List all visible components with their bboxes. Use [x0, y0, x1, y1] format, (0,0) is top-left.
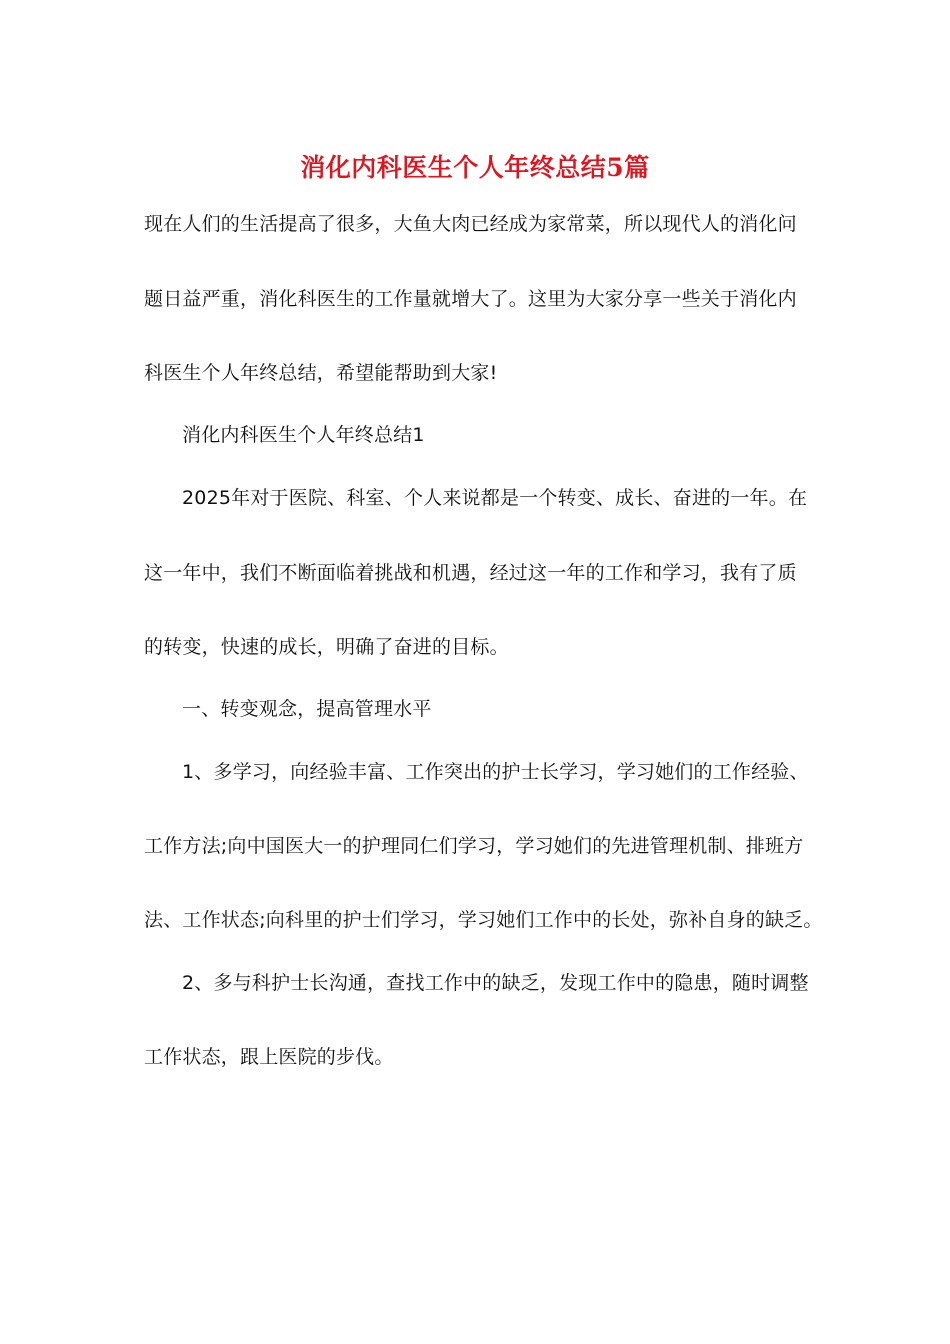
document-title: 消化内科医生个人年终总结5篇: [300, 153, 650, 182]
item1-line-3: 法、工作状态;向科里的护士们学习，学习她们工作中的长处，弥补自身的缺乏。: [144, 909, 823, 931]
item2-line-1: 2、多与科护士长沟通，查找工作中的缺乏，发现工作中的隐患，随时调整: [182, 972, 809, 994]
paragraph1-line-3: 的转变，快速的成长，明确了奋进的目标。: [144, 636, 509, 658]
item1-line-1: 1、多学习，向经验丰富、工作突出的护士长学习，学习她们的工作经验、: [182, 761, 809, 783]
paragraph1-line-1: 2025年对于医院、科室、个人来说都是一个转变、成长、奋进的一年。在: [182, 487, 808, 509]
intro-line-1: 现在人们的生活提高了很多，大鱼大肉已经成为家常菜，所以现代人的消化问: [144, 213, 797, 235]
item1-line-2: 工作方法;向中国医大一的护理同仁们学习，学习她们的先进管理机制、排班方: [144, 835, 804, 857]
item2-line-2: 工作状态，跟上医院的步伐。: [144, 1046, 394, 1068]
section-title: 消化内科医生个人年终总结1: [182, 424, 425, 446]
paragraph1-line-2: 这一年中，我们不断面临着挑战和机遇，经过这一年的工作和学习，我有了质: [144, 562, 797, 584]
intro-line-3: 科医生个人年终总结，希望能帮助到大家!: [144, 362, 498, 384]
intro-line-2: 题日益严重，消化科医生的工作量就增大了。这里为大家分享一些关于消化内: [144, 288, 797, 310]
heading-1: 一、转变观念，提高管理水平: [182, 698, 432, 720]
